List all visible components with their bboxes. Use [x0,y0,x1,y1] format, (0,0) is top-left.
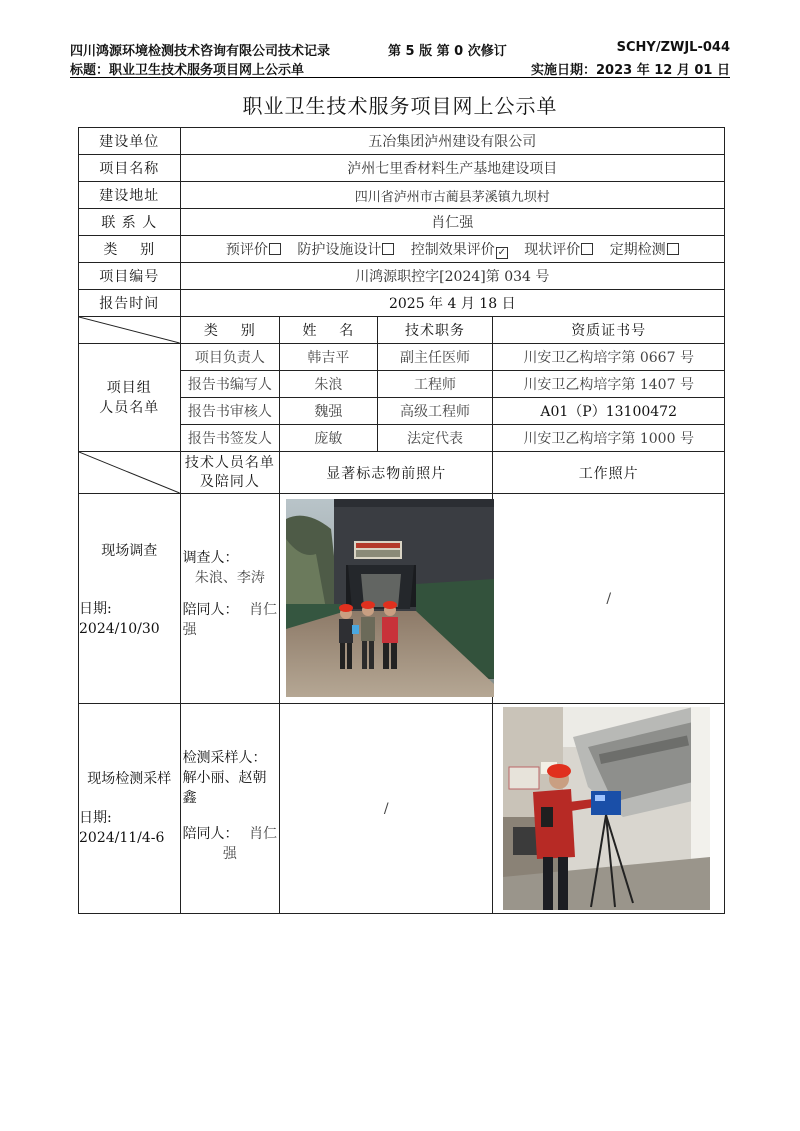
staff-header-cert: 资质证书号 [493,317,725,344]
header-divider [70,77,730,78]
photo-header-row [79,452,725,494]
tunnel-entrance-photo [286,499,494,697]
staff-title: 工程师 [377,371,493,398]
work-photo [503,707,710,910]
work-photo-cell [493,494,725,704]
category-option: 预评价 [226,242,281,258]
staff-header-title: 技术职务 [377,317,493,344]
staff-group-label: 项目组 人员名单 [79,344,181,452]
staff-name: 韩吉平 [280,344,378,371]
checkbox-icon [667,243,679,255]
address-label: 建设地址 [79,182,181,209]
staff-name: 庞敏 [280,425,378,452]
code-label: 项目编号 [79,263,181,290]
landmark-photo [286,499,494,697]
company-record-title: 四川鸿源环境检测技术咨询有限公司技术记录 [70,44,331,59]
survey-staff-cell [180,494,280,704]
contact-value: 肖仁强 [180,209,724,236]
row-project-code [79,263,725,290]
landmark-photo-placeholder: / [383,800,389,817]
samplers-line-1: 解小丽、赵朝 [182,770,267,786]
diagonal-line-icon [79,452,180,493]
effective-date: 实施日期：2023 年 12 月 01 日 [531,63,730,78]
diagonal-line-icon [79,317,180,343]
category-option: 定期检测 [610,242,679,258]
survey-date: 2024/10/30 [79,621,160,637]
subject-text: 标题：职业卫生技术服务项目网上公示单 [70,63,305,78]
sampling-staff-cell [180,704,280,914]
category-option: 防护设施设计 [297,242,394,258]
work-photo-cell [493,704,725,914]
staff-cert: 川安卫乙构培字第 1407 号 [493,371,725,398]
sampling-date-block [79,808,164,848]
sampling-date: 2024/11/4-6 [79,830,165,846]
survey-label-cell [79,494,181,704]
name-label: 项目名称 [79,155,181,182]
category-option: 现状评价 [524,242,593,258]
landmark-photo-cell [280,494,493,704]
row-category [79,236,725,263]
escort-line-2: 强 [222,846,237,862]
unit-value: 五冶集团泸州建设有限公司 [180,128,724,155]
landmark-photo-cell [280,704,493,914]
document-header-line-2 [70,59,730,77]
sampling-label: 现场检测采样 [87,771,172,787]
investigators: 朱浪、李涛 [194,570,265,586]
survey-date-block [79,599,160,639]
document-code: SCHY/ZWJL-044 [616,40,730,55]
version-text: 第 5 版 第 0 次修订 [388,44,507,59]
diagonal-cell [79,452,181,494]
category-label: 类 别 [79,236,181,263]
staff-list-header: 技术人员名单 及陪同人 [180,452,280,494]
checked-box-icon: ✓ [497,247,506,258]
staff-title: 法定代表 [377,425,493,452]
staff-cert: A01（P）13100472 [493,398,725,425]
staff-role: 报告书审核人 [180,398,280,425]
investigator-label: 调查人： [182,550,239,566]
escort-line: 陪同人： 肖仁 [182,602,278,618]
survey-date-label: 日期: [79,601,112,617]
row-project-name [79,155,725,182]
escort-line: 陪同人： 肖仁 [182,826,278,842]
date-label: 报告时间 [79,290,181,317]
row-contact [79,209,725,236]
survey-label: 现场调查 [101,543,158,559]
diagonal-cell [79,317,181,344]
row-address [79,182,725,209]
staff-cert: 川安卫乙构培字第 0667 号 [493,344,725,371]
address-value: 四川省泸州市古蔺县茅溪镇九坝村 [180,182,724,209]
staff-title: 高级工程师 [377,398,493,425]
staff-role: 报告书编写人 [180,371,280,398]
staff-name: 朱浪 [280,371,378,398]
staff-role: 报告书签发人 [180,425,280,452]
staff-title: 副主任医师 [377,344,493,371]
landmark-photo-header: 显著标志物前照片 [280,452,493,494]
contact-label: 联 系 人 [79,209,181,236]
checkbox-icon [269,243,281,255]
sampler-label: 检测采样人： [182,750,267,766]
staff-name: 魏强 [280,398,378,425]
row-report-date [79,290,725,317]
date-value: 2025 年 4 月 18 日 [180,290,724,317]
sampling-date-label: 日期: [79,810,112,826]
checkbox-icon [581,243,593,255]
name-value: 泸州七里香材料生产基地建设项目 [180,155,724,182]
staff-cert: 川安卫乙构培字第 1000 号 [493,425,725,452]
category-options [180,236,724,263]
staff-header-name: 姓 名 [280,317,378,344]
samplers-line-2: 鑫 [182,790,197,806]
row-unit [79,128,725,155]
staff-header-row [79,317,725,344]
staff-header-role: 类 别 [180,317,280,344]
document-header-line-1 [70,40,730,58]
unit-label: 建设单位 [79,128,181,155]
sampling-label-cell [79,704,181,914]
escort-line-2: 强 [182,622,197,638]
survey-row [79,494,725,704]
sampling-row [79,704,725,914]
work-photo-placeholder: / [606,590,612,607]
page-title: 职业卫生技术服务项目网上公示单 [242,94,558,118]
sampling-work-photo [503,707,710,910]
category-option: 控制效果评价 ✓ [410,242,506,258]
table-row [79,344,725,371]
code-value: 川鸿源职控字[2024]第 034 号 [180,263,724,290]
notice-table [78,127,725,914]
staff-role: 项目负责人 [180,344,280,371]
work-photo-header: 工作照片 [493,452,725,494]
checkbox-icon [382,243,394,255]
